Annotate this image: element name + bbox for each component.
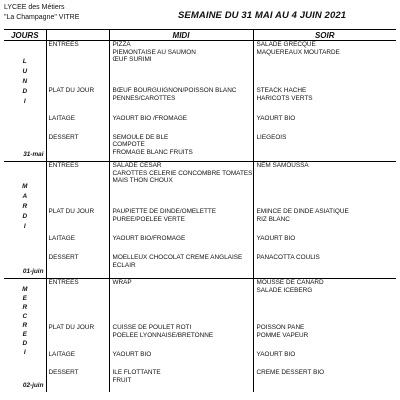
midi-cell <box>109 235 253 254</box>
header-category <box>46 30 109 41</box>
soir-dish: CREME DESSERT BIO <box>256 368 325 376</box>
page-title: SEMAINE DU 31 MAI AU 4 JUIN 2021 <box>178 10 347 21</box>
menu-body <box>4 41 396 393</box>
midi-dish: YAOURT BIO /FROMAGE <box>112 114 188 122</box>
soir-cell <box>253 351 396 369</box>
soir-cell <box>253 134 396 162</box>
day-date: 31-mai <box>23 151 44 159</box>
midi-dish: FRUIT <box>112 376 132 384</box>
day-letter: M <box>22 183 28 190</box>
category-cell: PLAT DU JOUR <box>48 87 95 95</box>
midi-dish: YAOURT BIO/FROMAGE <box>112 235 186 243</box>
midi-cell <box>109 162 253 209</box>
day-date: 02-juin <box>22 382 44 390</box>
menu-row <box>4 87 396 114</box>
soir-cell <box>253 279 396 325</box>
soir-dish: YAOURT BIO <box>256 350 296 358</box>
soir-dish: LIEGEOIS <box>256 133 287 141</box>
menu-row <box>4 324 396 351</box>
category-cell: ENTREES <box>46 162 109 209</box>
soir-cell <box>253 87 396 114</box>
day-letter: D <box>22 340 28 347</box>
header-soir: SOIR <box>253 30 396 41</box>
day-letter: E <box>22 331 27 338</box>
day-letter: I <box>23 349 26 356</box>
midi-dish: PIEMONTAISE AU SAUMON <box>112 48 196 56</box>
school-name: "La Champagne" VITRE <box>4 14 80 21</box>
soir-dish: PANACOTTA COULIS <box>256 254 320 262</box>
soir-dish: NEM SAMOUSSA <box>256 162 309 169</box>
midi-dish: BŒUF BOURGUIGNON/POISSON BLANC <box>112 87 237 95</box>
midi-dish: PAUPIETTE DE DINDE/OMELETTE <box>112 208 217 216</box>
midi-dish: CAROTTES CELERIE CONCOMBRE TOMATES <box>112 169 253 177</box>
soir-cell <box>253 324 396 351</box>
soir-dish: SALADE GRECQUE <box>256 41 316 48</box>
midi-dish: ECLAIR <box>112 261 136 269</box>
soir-cell <box>253 369 396 392</box>
midi-cell <box>109 324 253 351</box>
day-letter: E <box>22 295 27 302</box>
day-letter: D <box>22 213 28 220</box>
category-cell: DESSERT <box>48 368 79 376</box>
category-cell: PLAT DU JOUR <box>48 324 95 331</box>
midi-dish: SALADE CESAR <box>112 162 162 169</box>
midi-dish: ŒUF SURIMI <box>112 56 152 64</box>
soir-dish: RIZ BLANC <box>256 215 290 223</box>
soir-cell <box>253 162 396 209</box>
menu-row <box>4 279 396 325</box>
midi-dish: PENNES/CAROTTES <box>112 95 176 103</box>
category-cell: LAITAGE <box>48 350 76 358</box>
category-cell: ENTREES <box>46 41 109 88</box>
day-date: 01-juin <box>22 268 44 276</box>
soir-dish: POISSON PANE <box>256 324 305 331</box>
soir-dish: EMINCE DE DINDE ASIATIQUE <box>256 208 349 216</box>
menu-row <box>4 254 396 278</box>
day-letter: D <box>22 88 28 95</box>
category-cell: LAITAGE <box>48 235 76 243</box>
midi-cell <box>109 41 253 88</box>
day-letter: I <box>23 98 26 105</box>
soir-cell <box>253 115 396 134</box>
category-cell: ENTREES <box>46 279 109 325</box>
soir-dish: SALADE ICEBERG <box>256 286 313 294</box>
midi-dish: POELEE LYONNAISE/BRETONNE <box>112 331 214 339</box>
soir-cell <box>253 41 396 88</box>
midi-cell <box>109 87 253 114</box>
menu-row <box>4 162 396 209</box>
soir-dish: YAOURT BIO <box>256 235 296 243</box>
day-letter: R <box>22 304 28 311</box>
day-letter: L <box>22 58 27 65</box>
midi-dish: PIZZA <box>112 41 131 48</box>
menu-row <box>4 115 396 134</box>
midi-dish: ILE FLOTTANTE <box>112 368 161 376</box>
soir-cell <box>253 235 396 254</box>
midi-dish: COMPOTE <box>112 141 145 149</box>
category-cell: LAITAGE <box>48 114 76 122</box>
day-cell <box>4 162 46 279</box>
day-letter: N <box>22 78 28 85</box>
midi-dish: CUISSE DE POULET ROTI <box>112 324 192 331</box>
day-letter: I <box>23 223 26 230</box>
midi-dish: YAOURT BIO <box>112 350 152 358</box>
day-letter: U <box>22 68 28 75</box>
midi-cell <box>109 351 253 369</box>
menu-row <box>4 134 396 162</box>
soir-cell <box>253 254 396 278</box>
header-jours: JOURS <box>4 30 46 41</box>
menu-row <box>4 41 396 88</box>
menu-row <box>4 351 396 369</box>
day-letter: R <box>22 322 28 329</box>
school-header <box>4 3 79 23</box>
soir-dish: MOUSSE DE CANARD <box>256 279 324 286</box>
midi-dish: MOELLEUX CHOCOLAT CREME ANGLAISE <box>112 254 243 262</box>
day-cell <box>4 279 46 393</box>
day-letter: R <box>22 203 28 210</box>
midi-dish: MAIS THON CHOUX <box>112 177 173 185</box>
midi-dish: FROMAGE BLANC FRUITS <box>112 148 193 156</box>
midi-dish: SEMOULE DE BLE <box>112 133 169 141</box>
midi-cell <box>109 254 253 278</box>
menu-row <box>4 208 396 235</box>
soir-dish: POMME VAPEUR <box>256 331 309 339</box>
day-letter: C <box>22 313 28 320</box>
day-letter: A <box>22 193 28 200</box>
midi-cell <box>109 369 253 392</box>
midi-dish: WRAP <box>112 279 132 286</box>
day-letter: M <box>22 286 28 293</box>
midi-cell <box>109 134 253 162</box>
category-cell: DESSERT <box>48 133 79 141</box>
midi-cell <box>109 208 253 235</box>
menu-header-row <box>4 30 396 41</box>
menu-row <box>4 369 396 392</box>
midi-dish: PUREE/POELEE VERTE <box>112 215 185 223</box>
soir-cell <box>253 208 396 235</box>
menu-table <box>4 29 396 392</box>
header-midi: MIDI <box>109 30 253 41</box>
category-cell: PLAT DU JOUR <box>48 208 95 216</box>
school-label: LYCEE des Métiers <box>4 4 65 11</box>
soir-dish: MAQUEREAUX MOUTARDE <box>256 48 340 56</box>
day-cell <box>4 41 46 162</box>
soir-dish: HARICOTS VERTS <box>256 95 313 103</box>
midi-cell <box>109 115 253 134</box>
soir-dish: YAOURT BIO <box>256 114 296 122</box>
category-cell: DESSERT <box>48 254 79 262</box>
soir-dish: STEACK HACHE <box>256 87 307 95</box>
menu-row <box>4 235 396 254</box>
midi-cell <box>109 279 253 325</box>
